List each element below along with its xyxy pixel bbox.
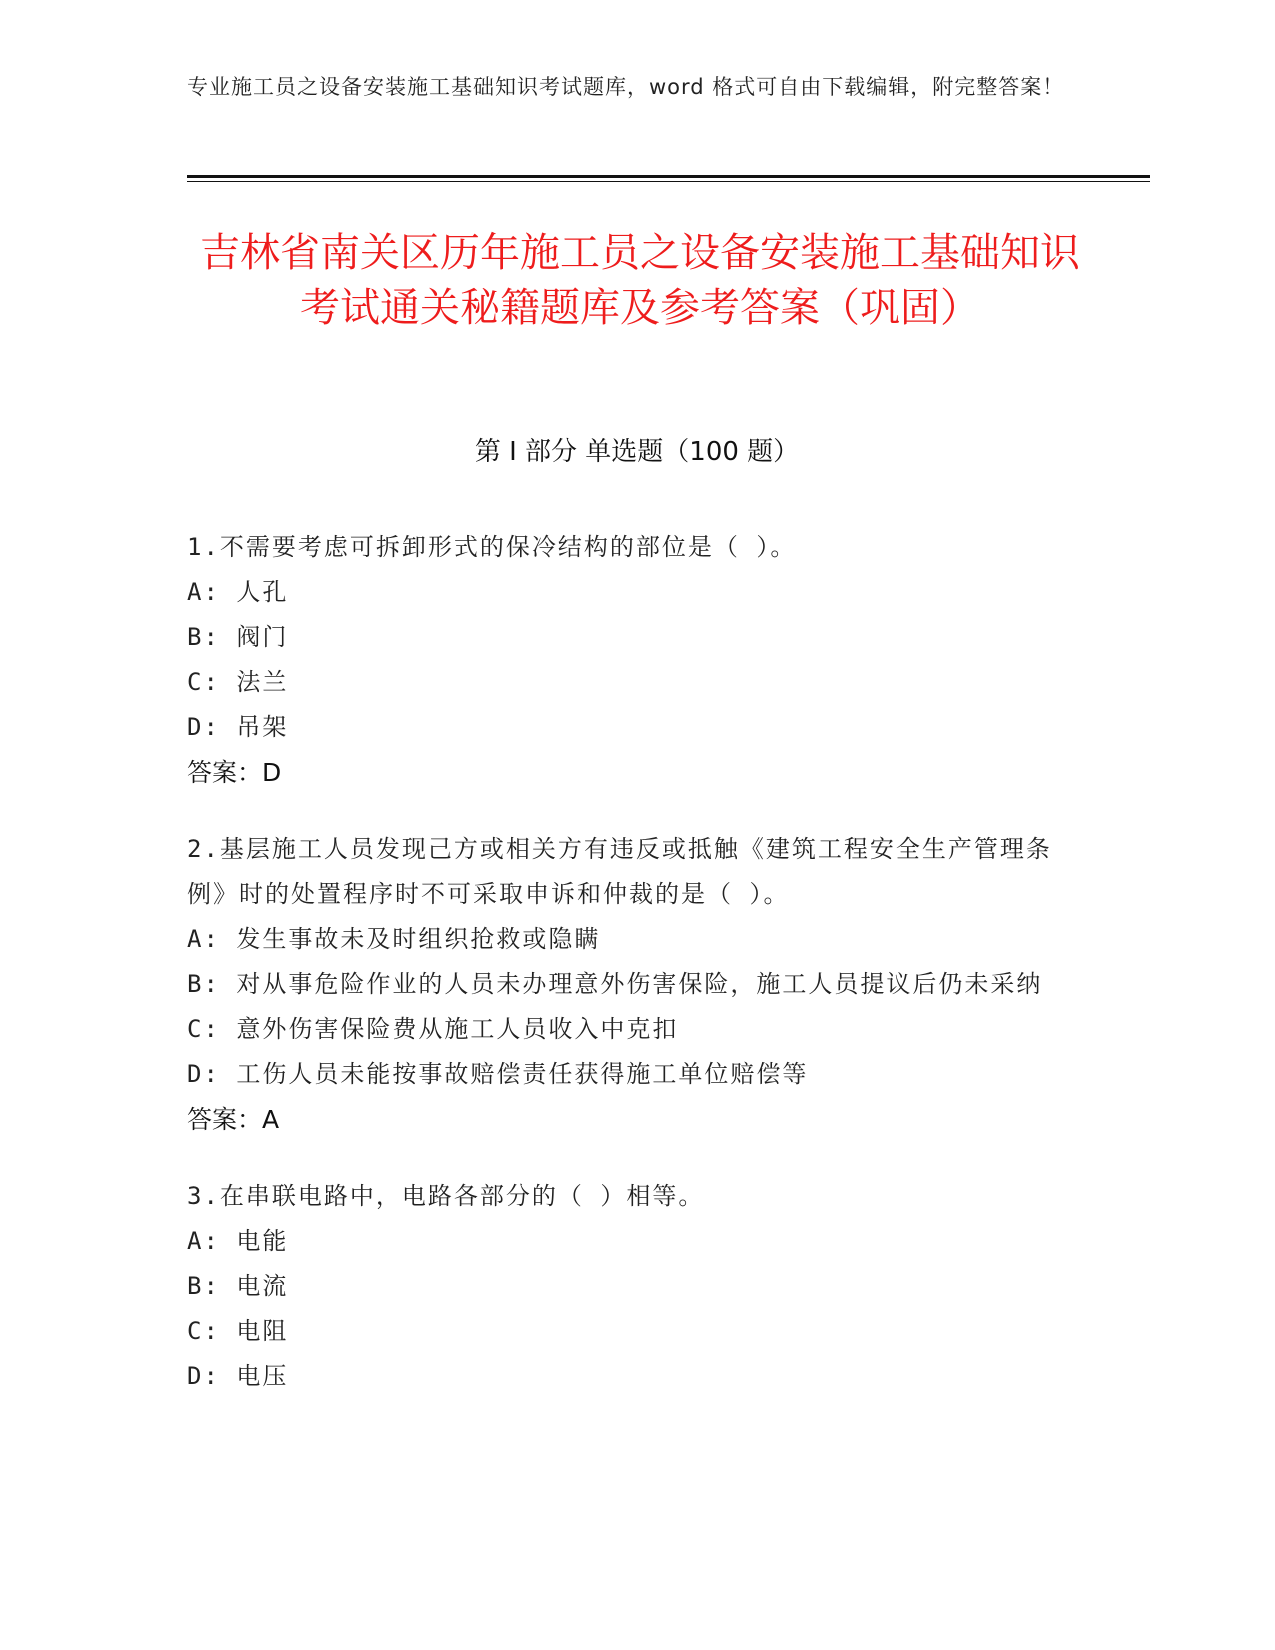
question-stem: 3.在串联电路中，电路各部分的（ ）相等。	[187, 1182, 705, 1210]
section-title: 第 I 部分 单选题（100 题）	[474, 437, 800, 467]
question-list	[187, 525, 1067, 1431]
question-1	[187, 525, 1067, 795]
question-3	[187, 1174, 1067, 1399]
option-d: D: 工伤人员未能按事故赔偿责任获得施工单位赔偿等	[187, 1060, 809, 1088]
option-a: A: 发生事故未及时组织抢救或隐瞒	[187, 925, 601, 953]
question-stem: 2.基层施工人员发现己方或相关方有违反或抵触《建筑工程安全生产管理条例》时的处置程序时不可采取申诉和仲裁的是（ ）。	[187, 835, 1052, 908]
option-c: C: 电阻	[187, 1317, 289, 1345]
option-d: D: 电压	[187, 1362, 289, 1390]
question-2	[187, 827, 1067, 1142]
answer: 答案：A	[187, 1105, 280, 1134]
option-a: A: 电能	[187, 1227, 289, 1255]
option-c: C: 意外伤害保险费从施工人员收入中克扣	[187, 1015, 679, 1043]
answer: 答案：D	[187, 758, 282, 787]
header-note: 专业施工员之设备安装施工基础知识考试题库，word 格式可自由下载编辑，附完整答案！	[187, 75, 1065, 99]
option-b: B: 电流	[187, 1272, 289, 1300]
option-a: A: 人孔	[187, 578, 289, 606]
document-title: 吉林省南关区历年施工员之设备安装施工基础知识考试通关秘籍题库及参考答案（巩固）	[200, 230, 1080, 331]
option-d: D: 吊架	[187, 713, 289, 741]
option-b: B: 对从事危险作业的人员未办理意外伤害保险，施工人员提议后仍未采纳	[187, 970, 1043, 998]
header-rule-thick	[187, 175, 1150, 178]
header-rule-thin	[187, 181, 1150, 182]
option-c: C: 法兰	[187, 668, 289, 696]
option-b: B: 阀门	[187, 623, 289, 651]
question-stem: 1.不需要考虑可拆卸形式的保冷结构的部位是（ ）。	[187, 533, 797, 561]
